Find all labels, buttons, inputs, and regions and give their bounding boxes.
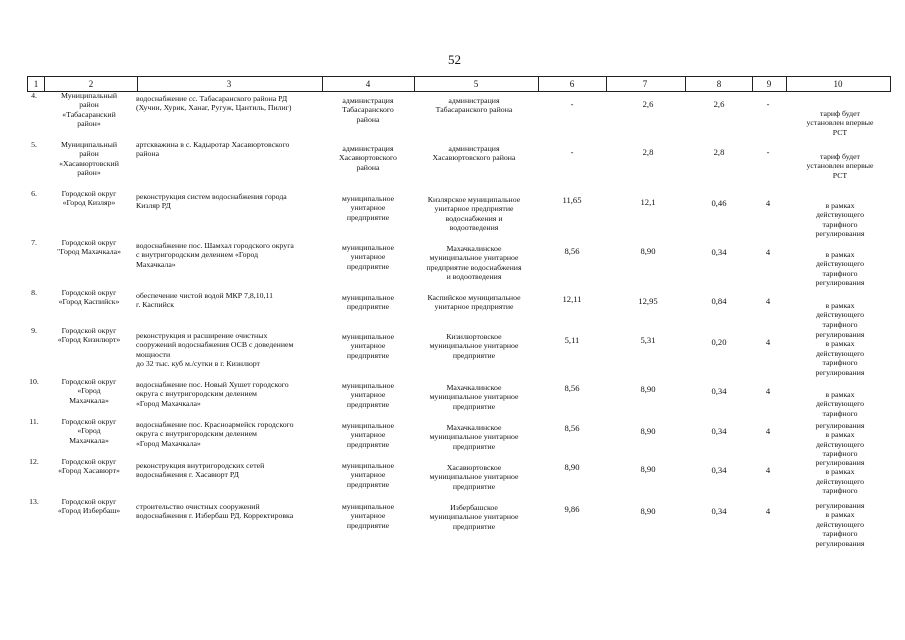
row-value-8: 2,8 [713, 147, 725, 157]
row-value-9: - [766, 147, 770, 157]
row-note: регулирования в рамках действующего тарифного [815, 421, 865, 459]
row-note: в рамках действующего тарифного [816, 301, 864, 329]
row-value-7: 12,1 [640, 197, 656, 207]
row-organization-type: муниципальное унитарное предприятие [341, 461, 395, 489]
row-description: реконструкция систем водоснабжения города Кизляр РД [136, 192, 287, 211]
row-note: регулирования в рамках действующего тарифного регулирования [815, 330, 865, 377]
row-operator: администрация Хасавюртовского района [432, 144, 516, 163]
row-value-9: 4 [765, 465, 771, 475]
row-value-8: 0,34 [711, 426, 727, 436]
row-territory: Городской округ «Город Избербаш» [57, 497, 121, 516]
row-territory: Городской округ «Город Каспийск» [58, 288, 120, 307]
column-divider [606, 77, 607, 91]
row-number: 5. [31, 140, 37, 149]
row-note: регулирования в рамках действующего тарифного регулирования [815, 501, 865, 548]
row-value-9: 4 [765, 296, 771, 306]
row-value-6: 8,56 [564, 383, 580, 393]
row-value-6: 8,56 [564, 423, 580, 433]
row-territory: Городской округ «Город Хасавюрт» [58, 457, 120, 476]
row-note: в рамках действующего тарифного регулирования [815, 201, 865, 239]
row-value-7: 5,31 [640, 335, 656, 345]
row-operator: администрация Табасаранского района [435, 96, 513, 115]
row-organization-type: муниципальное унитарное предприятие [341, 243, 395, 271]
column-divider [538, 77, 539, 91]
row-number: 4. [31, 91, 37, 100]
row-note: в рамках действующего тарифного регулирования [815, 250, 865, 288]
row-organization-type: муниципальное унитарное предприятие [341, 381, 395, 409]
row-value-7: 12,95 [638, 296, 658, 306]
column-divider [786, 77, 787, 91]
column-divider [137, 77, 138, 91]
column-divider [752, 77, 753, 91]
row-number: 8. [31, 288, 37, 297]
row-description: артскважина в с. Кадыротар Хасавюртовского района [136, 140, 290, 159]
column-divider [414, 77, 415, 91]
row-value-6: - [570, 147, 574, 157]
row-value-6: 8,90 [564, 462, 580, 472]
row-operator: Каспийское муниципальное унитарное предприятие [427, 293, 521, 312]
row-note: тариф будет установлен впервые РСТ [806, 152, 874, 180]
row-number: 6. [31, 189, 37, 198]
row-territory: Городской округ «Город Кизилюрт» [57, 326, 121, 345]
row-value-9: 4 [765, 426, 771, 436]
row-operator: Махачкалинское муниципальное унитарное предприятие [429, 383, 519, 411]
row-value-6: 11,65 [562, 195, 582, 205]
row-number: 9. [31, 326, 37, 335]
row-value-7: 8,90 [640, 246, 656, 256]
row-value-6: - [570, 99, 574, 109]
row-description: строительство очистных сооружений водоснабжения г. Избербаш РД. Корректировка [136, 502, 294, 521]
page-number: 52 [448, 52, 461, 67]
row-value-7: 2,8 [642, 147, 654, 157]
row-description: реконструкция и расширение очистных сооружений водоснабжения ОСВ с доведением мощности до 32 тыс. куб м./сутки в г. Кизилюрт [136, 331, 294, 369]
row-value-7: 8,90 [640, 464, 656, 474]
header-col-1: 1 [33, 79, 39, 89]
column-divider [322, 77, 323, 91]
row-operator: Махачкалинское муниципальное унитарное предприятие [429, 423, 519, 451]
row-description: водоснабжение пос. Шамхал городского округа с внутригородским делением «Город Махачкала» [136, 241, 294, 269]
row-operator: Хасавюртовское муниципальное унитарное предприятие [429, 463, 519, 491]
row-description: водоснабжение сс. Табасаранского района РД (Хучни, Хурик, Ханаг, Ругуж, Цантиль, Пилиг) [136, 94, 292, 113]
row-value-8: 0,34 [711, 506, 727, 516]
column-divider [685, 77, 686, 91]
header-col-4: 4 [365, 79, 371, 89]
row-value-6: 5,11 [564, 335, 580, 345]
row-number: 13. [29, 497, 39, 506]
row-value-6: 12,11 [562, 294, 582, 304]
row-organization-type: муниципальное унитарное предприятие [341, 502, 395, 530]
row-territory: Городской округ "Город Махачкала» [56, 238, 122, 257]
row-value-9: 4 [765, 386, 771, 396]
header-col-5: 5 [473, 79, 479, 89]
row-number: 12. [29, 457, 39, 466]
row-value-6: 8,56 [564, 246, 580, 256]
row-organization-type: муниципальное унитарное предприятие [341, 194, 395, 222]
row-note: в рамках действующего тарифного [816, 390, 864, 418]
row-note: тариф будет установлен впервые РСТ [806, 109, 874, 137]
row-territory: Городской округ «Город Кизляр» [61, 189, 117, 208]
row-number: 7. [31, 238, 37, 247]
header-col-10: 10 [833, 79, 843, 89]
row-organization-type: администрация Табасаранского района [342, 96, 394, 124]
row-value-8: 0,20 [711, 337, 727, 347]
row-value-9: - [766, 99, 770, 109]
row-operator: Кизилюртовское муниципальное унитарное предприятие [429, 332, 519, 360]
row-description: реконструкция внутригородских сетей водоснабжения г. Хасавюрт РД [136, 461, 265, 480]
row-value-8: 0,34 [711, 386, 727, 396]
row-note: регулирования в рамках действующего тарифного [815, 458, 865, 496]
row-organization-type: муниципальное унитарное предприятие [341, 332, 395, 360]
row-organization-type: муниципальное предприятие [341, 293, 395, 312]
row-value-8: 0,84 [711, 296, 727, 306]
row-operator: Избербашское муниципальное унитарное предприятие [429, 503, 519, 531]
row-number: 11. [29, 417, 39, 426]
row-value-6: 9,86 [564, 504, 580, 514]
row-value-9: 4 [765, 247, 771, 257]
row-description: обеспечение чистой водой МКР 7,8,10,11 г. Каспийск [136, 291, 273, 310]
row-value-7: 8,90 [640, 426, 656, 436]
header-col-7: 7 [642, 79, 648, 89]
row-value-8: 2,6 [713, 99, 725, 109]
row-territory: Городской округ «Город Махачкала» [61, 377, 117, 405]
row-value-9: 4 [765, 198, 771, 208]
header-col-3: 3 [226, 79, 232, 89]
row-territory: Городской округ «Город Махачкала» [61, 417, 117, 445]
header-col-8: 8 [716, 79, 722, 89]
table-header [27, 76, 891, 92]
header-col-2: 2 [88, 79, 94, 89]
row-organization-type: муниципальное унитарное предприятие [341, 421, 395, 449]
row-value-8: 0,34 [711, 247, 727, 257]
row-description: водоснабжение пос. Красноармейск городского округа с внутригородским делением «Город Махачкала» [136, 420, 294, 448]
row-value-7: 2,6 [642, 99, 654, 109]
row-territory: Муниципальный район «Хасавюртовский район» [59, 140, 119, 178]
row-number: 10. [29, 377, 39, 386]
row-operator: Кизлярское муниципальное унитарное предприятие водоснабжения и водоотведения [427, 195, 521, 233]
header-col-9: 9 [766, 79, 772, 89]
row-value-7: 8,90 [640, 506, 656, 516]
row-organization-type: администрация Хасавюртовского района [339, 144, 397, 172]
row-operator: Махачкалинское муниципальное унитарное предприятие водоснабжения и водоотведения [426, 244, 522, 282]
row-value-9: 4 [765, 337, 771, 347]
row-value-8: 0,46 [711, 198, 727, 208]
header-col-6: 6 [569, 79, 575, 89]
row-description: водоснабжение пос. Новый Хушет городского округа с внутригородским делением «Город Махачкала» [136, 380, 289, 408]
row-value-7: 8,90 [640, 384, 656, 394]
row-value-8: 0,34 [711, 465, 727, 475]
row-value-9: 4 [765, 506, 771, 516]
row-territory: Муниципальный район «Табасаранский район» [60, 91, 118, 129]
